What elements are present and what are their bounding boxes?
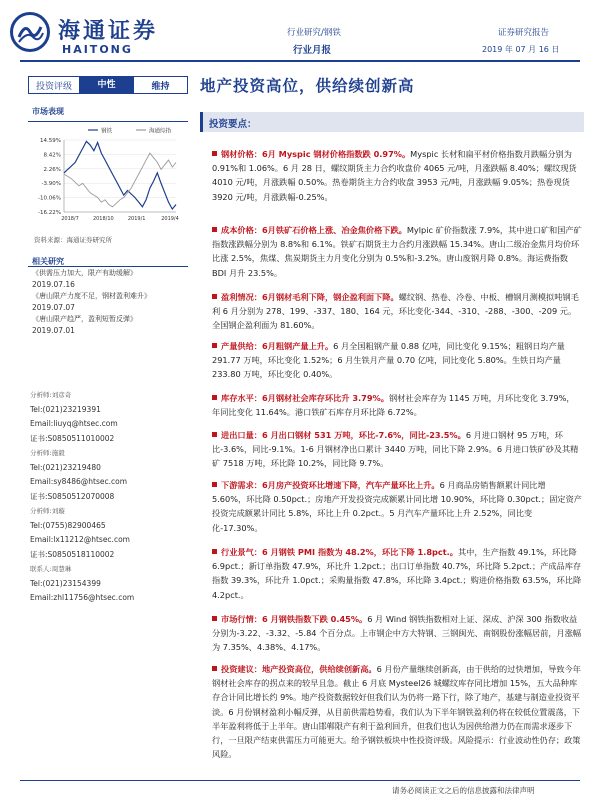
analyst-tel: Tel:(021)23219480 bbox=[30, 462, 101, 472]
footer-disclaimer: 请务必阅读正文之后的信息披露和法律声明 bbox=[392, 786, 535, 795]
bullet-square-icon bbox=[212, 666, 217, 671]
point-trade: 进出口量：6 月出口钢材 531 万吨，环比-7.6%，同比-23.5%。6 月进口钢材 95 万吨，环比-3.6%，同比-9.1%。1-6 月钢材净出口累计 3440 万吨，同比下降 2.9%。6 月进口铁矿砂及其精矿 7518 万吨，环比降 10.2%，同比降 9.7%。 bbox=[212, 430, 579, 469]
analyst-cert: 证书:S0850518110002 bbox=[30, 549, 115, 559]
analyst-name: 分析师:施毅 bbox=[30, 449, 65, 457]
rating-label: 投资评级 bbox=[35, 81, 72, 92]
analyst-card bbox=[30, 562, 190, 606]
bullet-square-icon bbox=[212, 432, 217, 437]
bullet-square-icon bbox=[212, 395, 217, 400]
related-title: 《唐山限产趋严，盈利短暂反弹》 bbox=[32, 315, 137, 323]
related-list bbox=[32, 268, 188, 336]
report-type: 证券研究报告 bbox=[498, 28, 550, 38]
company-logo bbox=[8, 8, 178, 60]
analyst-email[interactable]: Email:sy8486@htsec.com bbox=[30, 477, 128, 486]
industry-tag: 行业研究/钢铁 bbox=[287, 28, 341, 38]
related-heading-rule bbox=[28, 266, 188, 267]
header-divider bbox=[20, 60, 580, 62]
analyst-tel: Tel:(021)23154399 bbox=[30, 578, 101, 588]
bullet-square-icon bbox=[212, 343, 217, 348]
related-research-heading: 相关研究 bbox=[32, 257, 64, 266]
related-item[interactable] bbox=[32, 314, 188, 336]
analyst-cert: 证书:S0850511010002 bbox=[30, 433, 115, 443]
x-tick-label: 2019/1 bbox=[127, 216, 146, 222]
point-output: 产量供给：6月粗钢产量上升。6 月全国粗钢产量 0.88 亿吨，同比变化 9.15%；粗钢日均产量 291.77 万吨，环比变化 1.52%；6 月生铁月产量 0.70 亿吨，同比变化 5.80%。生铁日均产量 233.80 万吨，环比变化 0.40%。 bbox=[212, 341, 565, 380]
bullet-square-icon bbox=[212, 616, 217, 621]
analyst-card bbox=[30, 504, 190, 562]
rating-box bbox=[28, 76, 188, 94]
point-demand: 下游需求：6月房产投资环比增速下降，汽车产量环比上升。6 月商品房销售额累计同比增 5.60%，环比降 0.50pct.；房地产开发投资完成额累计同比增 10.90%，环比降 0.30pct.；固定资产投资完成额累计同比 5.8%，环比上升 0.2pct.。5 月汽车产量环比上升 2.52%，同比变化-17.30%。 bbox=[212, 480, 582, 533]
x-tick-label: 2019/4 bbox=[161, 216, 179, 222]
market-performance-heading: 市场表现 bbox=[32, 107, 64, 116]
related-title: 《供需压力加大，限产有助缓解》 bbox=[32, 269, 137, 277]
y-tick-label: -3.90% bbox=[41, 181, 61, 188]
analyst-tel: Tel:(0755)82900465 bbox=[30, 520, 106, 530]
point-steel-price: 钢材价格：6月 Myspic 钢材价格指数跌 0.97%。Myspic 长材和扁平材价格指数月跌幅分别为 0.91%和 1.06%。6 月 28 日，螺纹期货主力合约收盘价 4065 元/吨，月涨跌幅 8.40%；螺纹现货 4010 元/吨，月涨跌幅 0.50%。热卷期货主力合约收盘 3953 元/吨，月涨跌幅 9.05%；热卷现货 3920 元/吨，月涨跌幅-0.25%。 bbox=[212, 149, 577, 202]
bullet-square-icon bbox=[212, 549, 217, 554]
point-recommendation: 投资建议：地产投资高位，供给续创新高。6 月份产量继续创新高，由于供给的过快增加，导致今年钢材社会库存的拐点来的较早且急。截止 6 月底 Mysteel26 城螺纹库存同比增加 15%，五大品种库存合计同比增长约 9%。地产投资数据较好但我们认为仍将一路下行，除了地产，基建与制造业投资平淡。6 月份钢材盈利小幅反弹，从目前供需趋势看，我们认为下半年钢铁盈利仍将在较低位置震荡，下半年盈利将低于上半年。唐山邯郸限产有利于盈利回升，但我们也认为因供给潜力仍在而需求逐步下行，一旦限产结束供需压力可能更大。给予钢铁板块中性投资评级。风险提示：行业波动性仍存；政策风险。 bbox=[212, 664, 581, 760]
series-line bbox=[64, 141, 176, 209]
x-tick-label: 2018/7 bbox=[61, 216, 79, 222]
footer-rule bbox=[20, 780, 580, 781]
market-heading-rule bbox=[28, 121, 188, 122]
points-heading-bar bbox=[200, 112, 584, 132]
performance-chart-svg bbox=[28, 124, 188, 232]
analyst-name: 联系人:周慧琳 bbox=[30, 565, 72, 573]
points-heading: 投资要点： bbox=[209, 119, 257, 130]
report-title: 地产投资高位，供给续创新高 bbox=[200, 77, 415, 95]
report-kind: 行业月报 bbox=[293, 45, 332, 56]
y-tick-label: -16.22% bbox=[38, 210, 61, 216]
analyst-tel: Tel:(021)23219391 bbox=[30, 404, 101, 414]
performance-chart bbox=[28, 124, 188, 232]
analyst-name: 分析师:刘彦奇 bbox=[30, 391, 72, 399]
point-profit: 盈利情况：6月钢材毛利下降，钢企盈利面下降。螺纹钢、热卷、冷卷、中板、槽钢月测模拟吨钢毛利 6 月分别为 278、199、-337、180、164 元，环比变化-344、-310、-288、-300、-209 元。全国钢企盈利面为 81.60%。 bbox=[212, 292, 579, 331]
analyst-email[interactable]: Email:zhl11756@htsec.com bbox=[30, 593, 135, 602]
legend-label: 钢铁 bbox=[101, 128, 113, 135]
y-tick-label: -10.06% bbox=[38, 195, 61, 202]
chart-source: 资料来源：海通证券研究所 bbox=[34, 236, 112, 244]
analyst-email[interactable]: Email:liuyq@htsec.com bbox=[30, 419, 118, 428]
y-tick-label: 2.26% bbox=[43, 166, 61, 173]
series-line bbox=[64, 153, 176, 207]
point-pmi: 行业景气：6 月钢铁 PMI 指数为 48.2%，环比下降 1.8pct.。其中，生产指数 49.1%，环比降 6.9pct.；新订单指数 47.9%，环比升 1.2pct.；出口订单指数 40.7%，环比降 5.2pct.；产成品库存指数 39.3%，环比升 1.0pct.；采购量指数 47.8%，环比降 3.4pct.；购进价格指数 63.5%，环比降 4.2pct.。 bbox=[212, 547, 582, 600]
point-inventory: 库存水平：6月钢材社会库存环比升 3.79%。钢材社会库存为 1145 万吨，月环比变化 3.79%，年同比变化 11.64%。港口铁矿石库存月环比降 6.72%。 bbox=[212, 393, 575, 418]
bullet-square-icon bbox=[212, 294, 217, 299]
point-market: 市场行情：6 月钢铁指数下跌 0.45%。6 月 Wind 钢铁指数相对上证、深成、沪深 300 指数收益分别为-3.22、-3.32、-5.84 个百分点。上市钢企中方大特钢、三钢闽光、南钢股份涨幅居前，月涨幅为 7.35%、4.38%、4.17%。 bbox=[212, 614, 582, 653]
bullet-square-icon bbox=[212, 227, 217, 232]
logo-emblem-icon bbox=[10, 12, 50, 52]
analyst-name: 分析师:刘璇 bbox=[30, 507, 65, 515]
analyst-list bbox=[30, 388, 190, 606]
logo-english: HAITONG bbox=[62, 43, 133, 56]
y-tick-label: 8.42% bbox=[43, 152, 61, 159]
related-date: 2019.07.16 bbox=[32, 280, 75, 289]
y-tick-label: 14.59% bbox=[40, 138, 61, 144]
bullet-square-icon bbox=[212, 482, 217, 487]
analyst-email[interactable]: Email:lx11212@htsec.com bbox=[30, 535, 130, 544]
analyst-card bbox=[30, 446, 190, 504]
x-tick-label: 2018/10 bbox=[92, 216, 114, 222]
rating-value: 中性 bbox=[79, 77, 134, 93]
related-date: 2019.07.01 bbox=[32, 326, 75, 335]
related-item[interactable] bbox=[32, 291, 188, 313]
bullet-square-icon bbox=[212, 151, 217, 156]
analyst-card bbox=[30, 388, 190, 446]
related-title: 《唐山限产力度不足，钢材盈利难升》 bbox=[32, 292, 151, 300]
legend-label: 海通综指 bbox=[149, 128, 172, 135]
related-date: 2019.07.07 bbox=[32, 303, 75, 312]
related-item[interactable] bbox=[32, 268, 188, 290]
point-cost-price: 成本价格：6月铁矿石价格上涨、冶金焦价格下跌。Mylpic 矿价指数涨 7.9%，其中进口矿和国产矿指数涨跌幅分别为 8.8%和 6.1%。铁矿石期货主力合约月涨跌幅 15.34%。唐山二级冶金焦月均价环比涨 2.5%，焦煤、焦炭期货主力月变化分别为 0.5%和-3.2%。唐山废钢月降 0.8%。海运费指数 BDI 月升 23.5%。 bbox=[212, 225, 582, 278]
report-date: 2019 年 07 月 16 日 bbox=[482, 45, 560, 54]
analyst-cert: 证书:S0850512070008 bbox=[30, 491, 115, 501]
rating-change: 维持 bbox=[151, 81, 170, 92]
logo-chinese: 海通证券 bbox=[58, 18, 159, 44]
